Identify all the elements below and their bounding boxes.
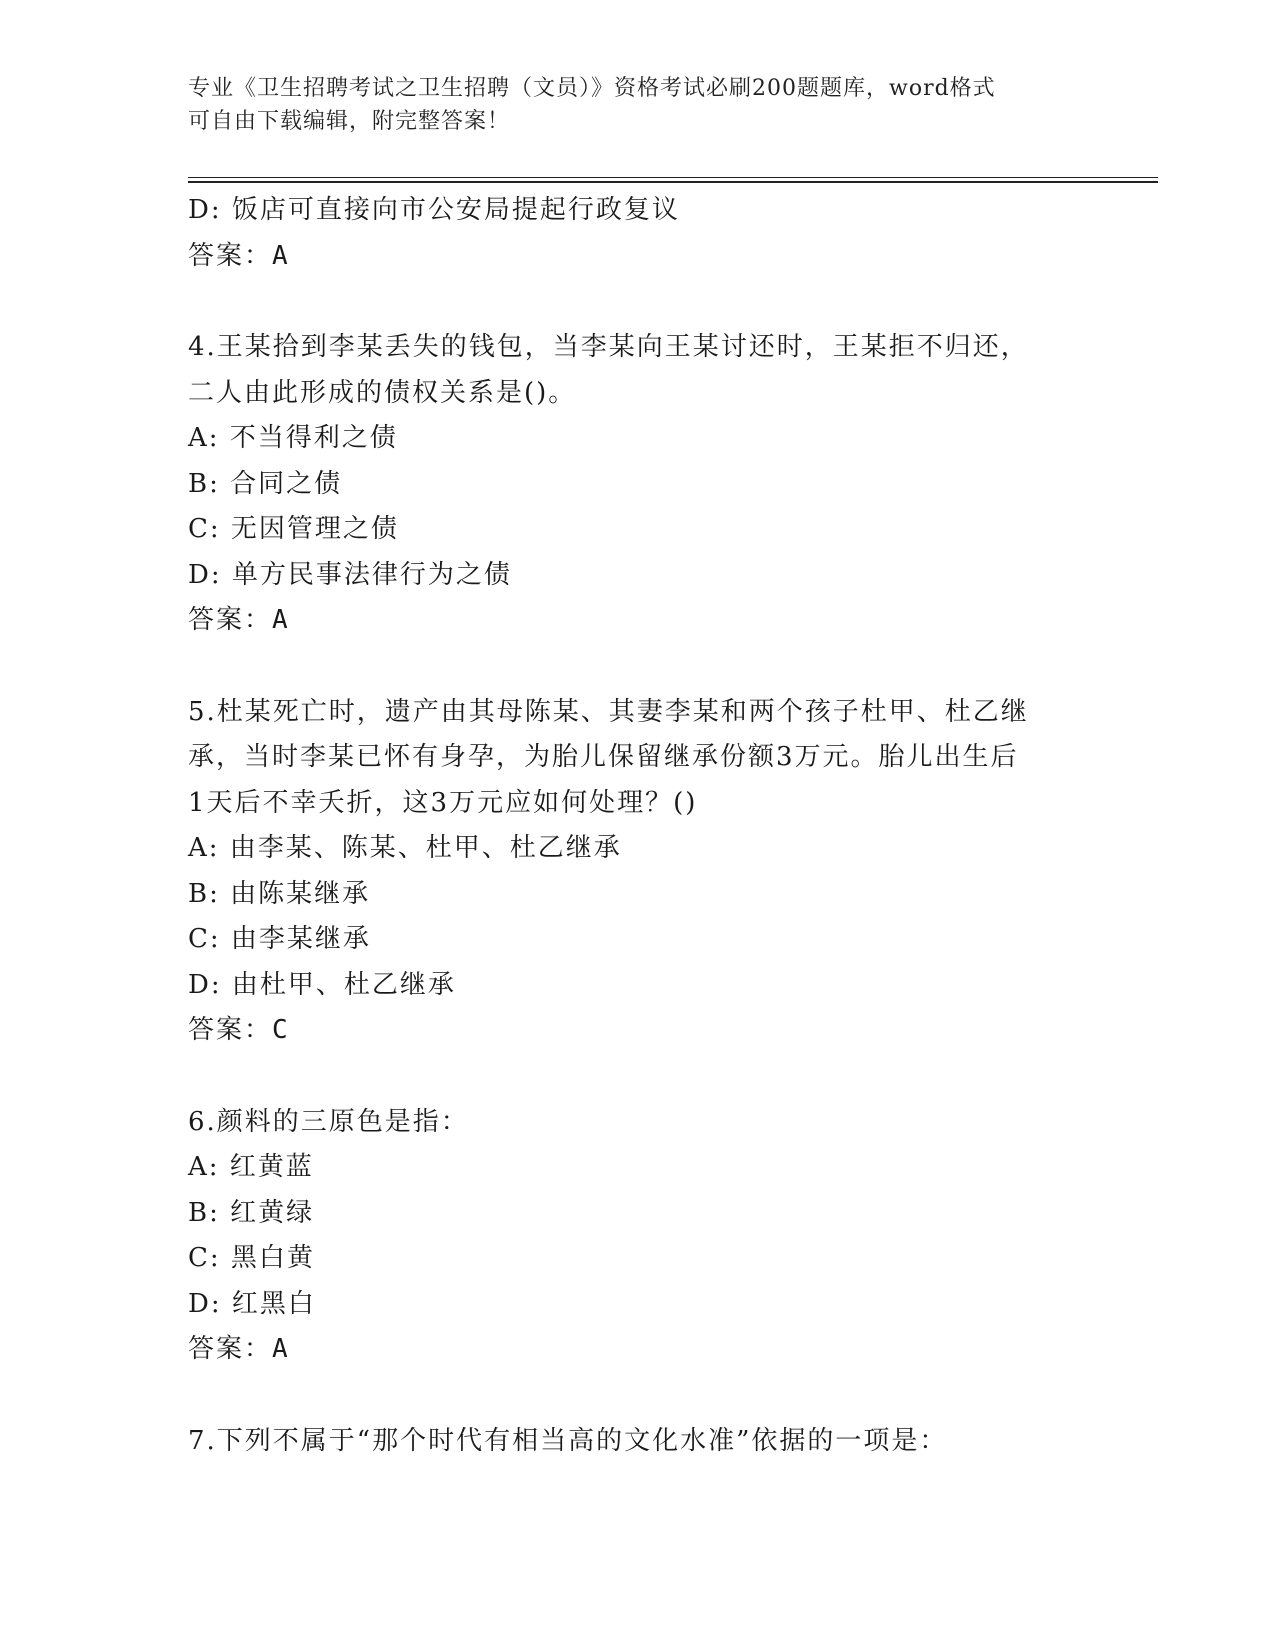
question-content [188,188,1068,1464]
answer-line: 答案：C [188,1015,290,1045]
option-d: D: 由杜甲、杜乙继承 [188,969,456,1000]
document-header [188,72,1088,138]
question-4-text-line-1: 4.王某拾到李某丢失的钱包，当李某向王某讨还时，王某拒不归还， [188,332,1029,362]
spacer [188,279,1068,325]
option-c: C: 由李某继承 [188,924,371,954]
option-d: D: 单方民事法律行为之债 [188,559,512,590]
question-5-text-line-2: 承，当时李某已怀有身孕，为胎儿保留继承份额3万元。胎儿出生后 [188,742,1019,772]
answer-line: 答案：A [188,1334,290,1364]
question-4 [188,325,1068,644]
spacer [188,644,1068,690]
question-5 [188,690,1068,1054]
question-7 [188,1419,1068,1465]
option-a: A: 红黄蓝 [188,1152,314,1182]
spacer [188,1054,1068,1100]
option-b: B: 红黄绿 [188,1197,315,1228]
header-title-line-1: 专业《卫生招聘考试之卫生招聘（文员）》资格考试必刷200题题库，word格式 [188,76,996,101]
option-a: A: 由李某、陈某、杜甲、杜乙继承 [188,833,622,863]
question-7-text-line-1: 7.下列不属于“那个时代有相当高的文化水准”依据的一项是： [188,1425,948,1456]
header-divider-thick [188,181,1158,183]
previous-question-tail [188,188,1068,279]
question-4-text-line-2: 二人由此形成的债权关系是()。 [188,377,577,408]
option-c: C: 黑白黄 [188,1243,315,1273]
question-5-text-line-1: 5.杜某死亡时，遗产由其母陈某、其妻李某和两个孩子杜甲、杜乙继 [188,696,1029,727]
option-b: B: 由陈某继承 [188,878,371,909]
question-6-text-line-1: 6.颜料的三原色是指： [188,1106,469,1137]
option-d: D: 红黑白 [188,1288,316,1319]
header-divider-thin [188,177,1158,178]
spacer [188,1373,1068,1419]
option-c: C: 无因管理之债 [188,514,399,544]
header-title-line-2: 可自由下载编辑，附完整答案！ [188,109,511,134]
question-6 [188,1100,1068,1373]
option-b: B: 合同之债 [188,468,343,499]
option-a: A: 不当得利之债 [188,423,398,453]
answer-line: 答案：A [188,240,290,271]
question-5-text-line-3: 1天后不幸夭折，这3万元应如何处理？() [188,787,698,818]
answer-line: 答案：A [188,605,290,635]
option-d: D: 饭店可直接向市公安局提起行政复议 [188,195,680,225]
